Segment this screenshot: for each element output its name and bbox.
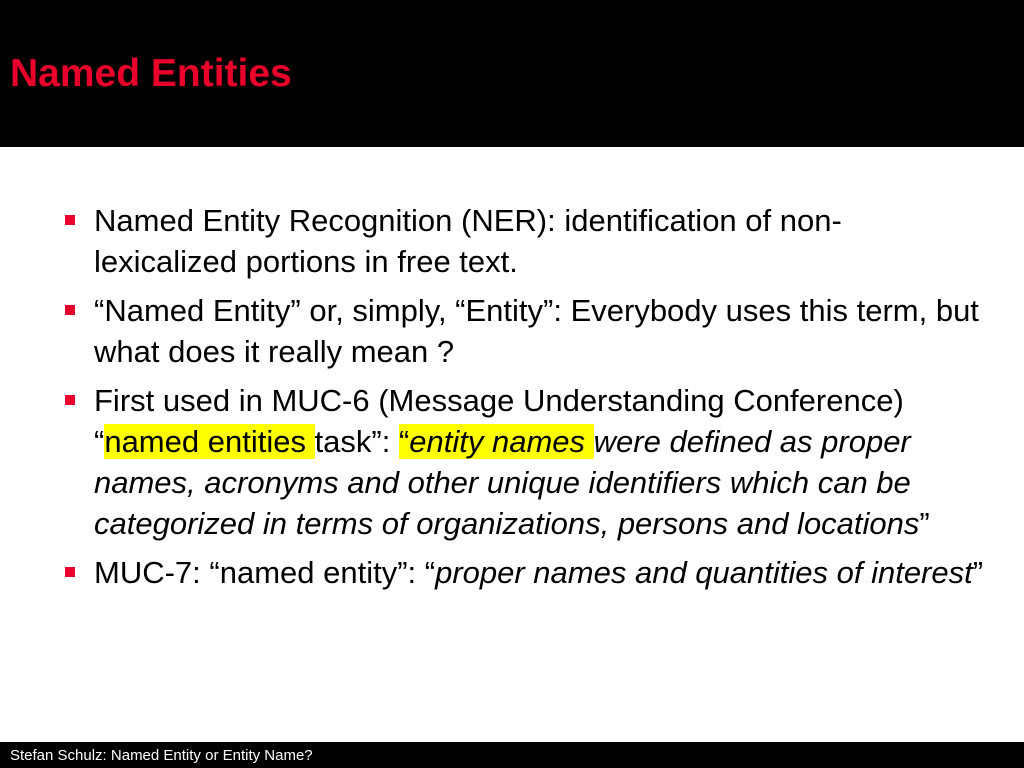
square-bullet-icon [65,395,75,405]
highlighted-quote-open: “ [398,424,410,459]
bullet-text-part: MUC-7: “named entity”: “ [94,555,436,590]
bullet-item-named-entity [0,290,1024,372]
slide-content [0,200,1024,601]
bullet-item-muc6 [0,380,1024,544]
italic-definition-text: were defined as proper names, acronyms and other unique identifiers which can be categorized in terms of organizations, persons and locations [94,424,920,541]
bullet-item-ner [0,200,1024,282]
square-bullet-icon [65,215,75,225]
footer-text: Stefan Schulz: Named Entity or Entity Name? [10,747,313,764]
title-bar [0,0,1024,147]
italic-definition-text: proper names and quantities of interest [435,555,973,590]
highlighted-text: named entities [104,424,315,459]
bullet-item-muc7 [0,552,1024,593]
bullet-text-part: task”: [314,424,399,459]
highlighted-italic-text: entity names [409,424,594,459]
bullet-text: Named Entity Recognition (NER): identification of non-lexicalized portions in free text. [94,203,842,279]
slide-title: Named Entities [10,52,292,95]
quote-close: ” [972,555,984,590]
footer-bar [0,742,1024,768]
square-bullet-icon [65,567,75,577]
bullet-text: “Named Entity” or, simply, “Entity”: Everybody uses this term, but what does it really mean ? [94,293,979,369]
square-bullet-icon [65,305,75,315]
bullet-text-part: First used in MUC-6 (Message Understanding Conference) “ [94,383,904,459]
quote-close: ” [919,506,930,541]
